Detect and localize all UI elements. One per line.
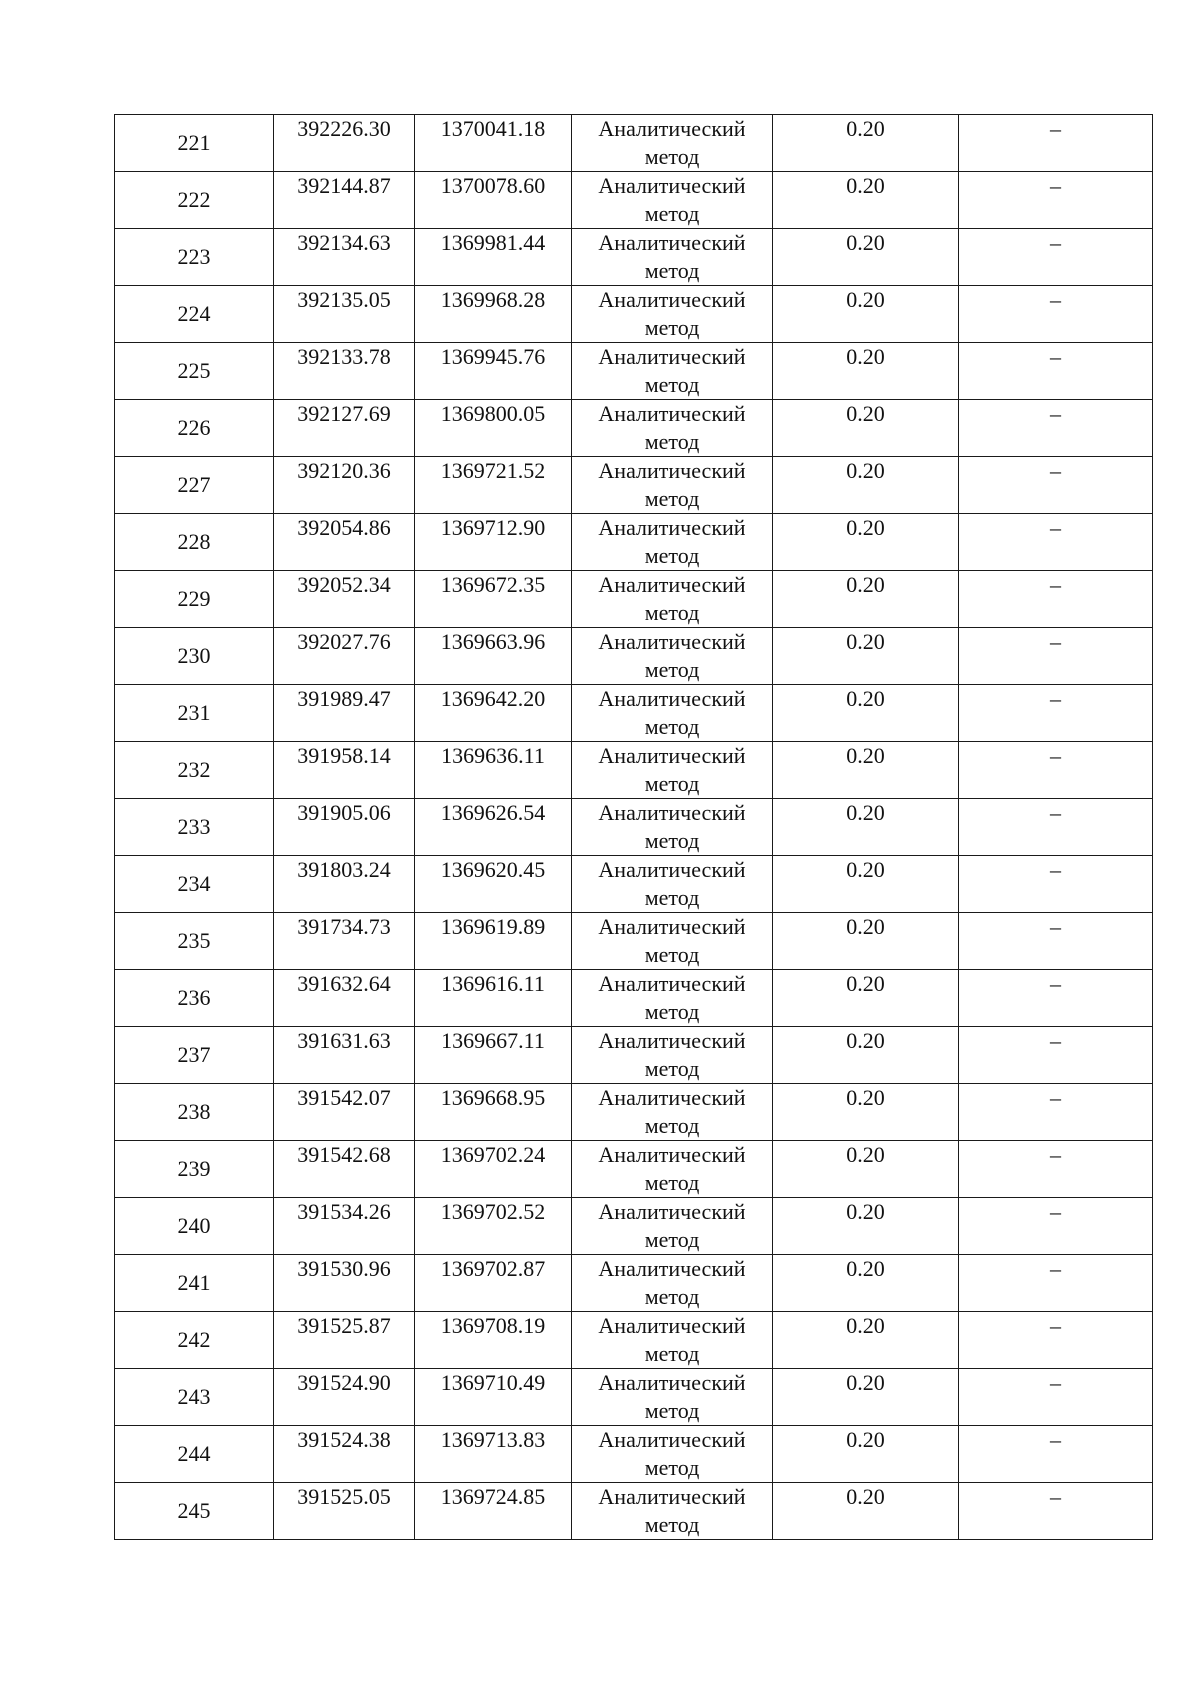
y-coordinate-cell: 1369620.45 (415, 856, 572, 913)
y-coordinate-cell: 1370041.18 (415, 115, 572, 172)
x-coordinate-cell: 391803.24 (274, 856, 415, 913)
point-number-cell: 232 (115, 742, 274, 799)
accuracy-cell: 0.20 (773, 1255, 959, 1312)
y-coordinate-cell: 1369672.35 (415, 571, 572, 628)
accuracy-cell: 0.20 (773, 799, 959, 856)
table-row (115, 856, 1153, 913)
accuracy-cell: 0.20 (773, 1312, 959, 1369)
y-coordinate-cell: 1369616.11 (415, 970, 572, 1027)
x-coordinate-cell: 392135.05 (274, 286, 415, 343)
method-cell: Аналитический метод (572, 628, 773, 685)
table-row (115, 970, 1153, 1027)
method-cell: Аналитический метод (572, 1483, 773, 1540)
table-row (115, 1426, 1153, 1483)
y-coordinate-cell: 1369945.76 (415, 343, 572, 400)
table-row (115, 115, 1153, 172)
note-cell: – (959, 628, 1153, 685)
y-coordinate-cell: 1369642.20 (415, 685, 572, 742)
accuracy-cell: 0.20 (773, 400, 959, 457)
note-cell: – (959, 172, 1153, 229)
y-coordinate-cell: 1369710.49 (415, 1369, 572, 1426)
accuracy-cell: 0.20 (773, 628, 959, 685)
y-coordinate-cell: 1369626.54 (415, 799, 572, 856)
method-cell: Аналитический метод (572, 286, 773, 343)
accuracy-cell: 0.20 (773, 343, 959, 400)
point-number-cell: 231 (115, 685, 274, 742)
method-cell: Аналитический метод (572, 229, 773, 286)
x-coordinate-cell: 392134.63 (274, 229, 415, 286)
y-coordinate-cell: 1369663.96 (415, 628, 572, 685)
y-coordinate-cell: 1369667.11 (415, 1027, 572, 1084)
table-row (115, 913, 1153, 970)
accuracy-cell: 0.20 (773, 856, 959, 913)
method-cell: Аналитический метод (572, 1369, 773, 1426)
method-cell: Аналитический метод (572, 856, 773, 913)
point-number-cell: 225 (115, 343, 274, 400)
point-number-cell: 239 (115, 1141, 274, 1198)
note-cell: – (959, 1369, 1153, 1426)
accuracy-cell: 0.20 (773, 571, 959, 628)
note-cell: – (959, 115, 1153, 172)
point-number-cell: 235 (115, 913, 274, 970)
x-coordinate-cell: 392133.78 (274, 343, 415, 400)
y-coordinate-cell: 1369724.85 (415, 1483, 572, 1540)
x-coordinate-cell: 391734.73 (274, 913, 415, 970)
y-coordinate-cell: 1369713.83 (415, 1426, 572, 1483)
table-row (115, 343, 1153, 400)
x-coordinate-cell: 391530.96 (274, 1255, 415, 1312)
point-number-cell: 237 (115, 1027, 274, 1084)
x-coordinate-cell: 391905.06 (274, 799, 415, 856)
note-cell: – (959, 856, 1153, 913)
y-coordinate-cell: 1369800.05 (415, 400, 572, 457)
method-cell: Аналитический метод (572, 514, 773, 571)
x-coordinate-cell: 391958.14 (274, 742, 415, 799)
note-cell: – (959, 457, 1153, 514)
y-coordinate-cell: 1369636.11 (415, 742, 572, 799)
x-coordinate-cell: 392226.30 (274, 115, 415, 172)
x-coordinate-cell: 391534.26 (274, 1198, 415, 1255)
method-cell: Аналитический метод (572, 172, 773, 229)
x-coordinate-cell: 391525.05 (274, 1483, 415, 1540)
accuracy-cell: 0.20 (773, 286, 959, 343)
table-row (115, 1198, 1153, 1255)
table-row (115, 1255, 1153, 1312)
x-coordinate-cell: 392127.69 (274, 400, 415, 457)
point-number-cell: 228 (115, 514, 274, 571)
accuracy-cell: 0.20 (773, 1483, 959, 1540)
table-row (115, 685, 1153, 742)
y-coordinate-cell: 1370078.60 (415, 172, 572, 229)
table-row (115, 628, 1153, 685)
method-cell: Аналитический метод (572, 1027, 773, 1084)
method-cell: Аналитический метод (572, 343, 773, 400)
note-cell: – (959, 229, 1153, 286)
accuracy-cell: 0.20 (773, 913, 959, 970)
point-number-cell: 230 (115, 628, 274, 685)
point-number-cell: 236 (115, 970, 274, 1027)
point-number-cell: 243 (115, 1369, 274, 1426)
y-coordinate-cell: 1369668.95 (415, 1084, 572, 1141)
note-cell: – (959, 1312, 1153, 1369)
table-row (115, 1027, 1153, 1084)
point-number-cell: 224 (115, 286, 274, 343)
y-coordinate-cell: 1369702.52 (415, 1198, 572, 1255)
method-cell: Аналитический метод (572, 685, 773, 742)
accuracy-cell: 0.20 (773, 742, 959, 799)
x-coordinate-cell: 392052.34 (274, 571, 415, 628)
note-cell: – (959, 286, 1153, 343)
accuracy-cell: 0.20 (773, 1084, 959, 1141)
method-cell: Аналитический метод (572, 1141, 773, 1198)
point-number-cell: 234 (115, 856, 274, 913)
table-row (115, 286, 1153, 343)
x-coordinate-cell: 392027.76 (274, 628, 415, 685)
point-number-cell: 221 (115, 115, 274, 172)
note-cell: – (959, 1084, 1153, 1141)
accuracy-cell: 0.20 (773, 1426, 959, 1483)
note-cell: – (959, 685, 1153, 742)
table-row (115, 1483, 1153, 1540)
method-cell: Аналитический метод (572, 742, 773, 799)
accuracy-cell: 0.20 (773, 1141, 959, 1198)
x-coordinate-cell: 391542.07 (274, 1084, 415, 1141)
accuracy-cell: 0.20 (773, 685, 959, 742)
note-cell: – (959, 343, 1153, 400)
method-cell: Аналитический метод (572, 457, 773, 514)
table-row (115, 1369, 1153, 1426)
table-row (115, 571, 1153, 628)
point-number-cell: 222 (115, 172, 274, 229)
accuracy-cell: 0.20 (773, 115, 959, 172)
note-cell: – (959, 1483, 1153, 1540)
coordinates-table-body (115, 115, 1153, 1540)
y-coordinate-cell: 1369708.19 (415, 1312, 572, 1369)
accuracy-cell: 0.20 (773, 970, 959, 1027)
method-cell: Аналитический метод (572, 1426, 773, 1483)
table-row (115, 172, 1153, 229)
accuracy-cell: 0.20 (773, 229, 959, 286)
table-row (115, 514, 1153, 571)
x-coordinate-cell: 391632.64 (274, 970, 415, 1027)
x-coordinate-cell: 391631.63 (274, 1027, 415, 1084)
y-coordinate-cell: 1369968.28 (415, 286, 572, 343)
accuracy-cell: 0.20 (773, 514, 959, 571)
table-row (115, 457, 1153, 514)
accuracy-cell: 0.20 (773, 457, 959, 514)
method-cell: Аналитический метод (572, 1198, 773, 1255)
note-cell: – (959, 913, 1153, 970)
point-number-cell: 227 (115, 457, 274, 514)
x-coordinate-cell: 392120.36 (274, 457, 415, 514)
y-coordinate-cell: 1369721.52 (415, 457, 572, 514)
note-cell: – (959, 742, 1153, 799)
point-number-cell: 233 (115, 799, 274, 856)
point-number-cell: 229 (115, 571, 274, 628)
note-cell: – (959, 1141, 1153, 1198)
coordinates-table (114, 114, 1153, 1540)
x-coordinate-cell: 391989.47 (274, 685, 415, 742)
method-cell: Аналитический метод (572, 1312, 773, 1369)
x-coordinate-cell: 391525.87 (274, 1312, 415, 1369)
note-cell: – (959, 571, 1153, 628)
table-row (115, 1312, 1153, 1369)
x-coordinate-cell: 391542.68 (274, 1141, 415, 1198)
table-row (115, 1084, 1153, 1141)
note-cell: – (959, 1027, 1153, 1084)
method-cell: Аналитический метод (572, 913, 773, 970)
table-row (115, 1141, 1153, 1198)
point-number-cell: 242 (115, 1312, 274, 1369)
accuracy-cell: 0.20 (773, 172, 959, 229)
x-coordinate-cell: 391524.90 (274, 1369, 415, 1426)
table-row (115, 742, 1153, 799)
note-cell: – (959, 970, 1153, 1027)
y-coordinate-cell: 1369702.87 (415, 1255, 572, 1312)
note-cell: – (959, 1255, 1153, 1312)
note-cell: – (959, 514, 1153, 571)
x-coordinate-cell: 392054.86 (274, 514, 415, 571)
accuracy-cell: 0.20 (773, 1027, 959, 1084)
table-row (115, 799, 1153, 856)
note-cell: – (959, 1198, 1153, 1255)
point-number-cell: 245 (115, 1483, 274, 1540)
x-coordinate-cell: 392144.87 (274, 172, 415, 229)
point-number-cell: 226 (115, 400, 274, 457)
point-number-cell: 240 (115, 1198, 274, 1255)
note-cell: – (959, 799, 1153, 856)
y-coordinate-cell: 1369619.89 (415, 913, 572, 970)
point-number-cell: 244 (115, 1426, 274, 1483)
y-coordinate-cell: 1369702.24 (415, 1141, 572, 1198)
method-cell: Аналитический метод (572, 571, 773, 628)
point-number-cell: 238 (115, 1084, 274, 1141)
method-cell: Аналитический метод (572, 115, 773, 172)
method-cell: Аналитический метод (572, 1084, 773, 1141)
note-cell: – (959, 1426, 1153, 1483)
method-cell: Аналитический метод (572, 799, 773, 856)
method-cell: Аналитический метод (572, 970, 773, 1027)
method-cell: Аналитический метод (572, 1255, 773, 1312)
note-cell: – (959, 400, 1153, 457)
point-number-cell: 241 (115, 1255, 274, 1312)
y-coordinate-cell: 1369712.90 (415, 514, 572, 571)
method-cell: Аналитический метод (572, 400, 773, 457)
table-row (115, 400, 1153, 457)
x-coordinate-cell: 391524.38 (274, 1426, 415, 1483)
point-number-cell: 223 (115, 229, 274, 286)
y-coordinate-cell: 1369981.44 (415, 229, 572, 286)
accuracy-cell: 0.20 (773, 1198, 959, 1255)
table-row (115, 229, 1153, 286)
accuracy-cell: 0.20 (773, 1369, 959, 1426)
